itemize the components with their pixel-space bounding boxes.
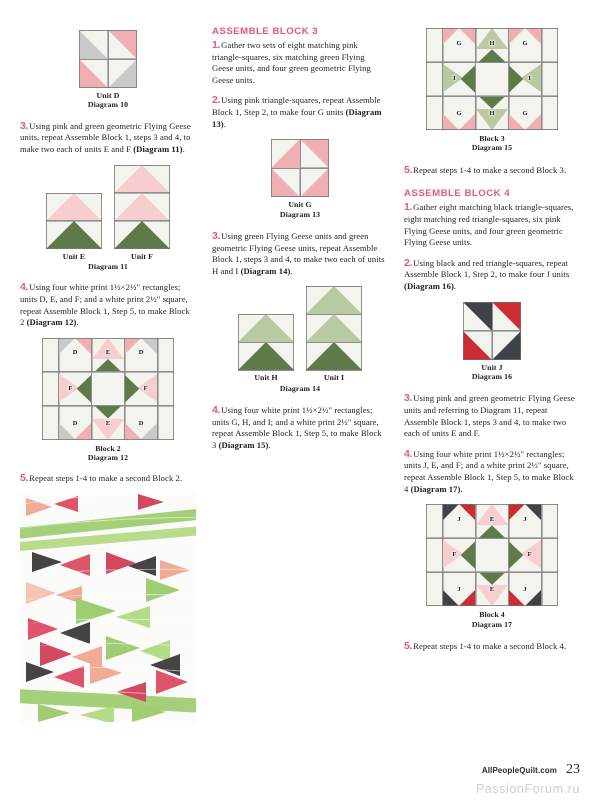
- diagram-11-caption: Diagram 11: [88, 262, 128, 271]
- step-number: 5.: [404, 639, 413, 652]
- diagram-unit-h: [238, 314, 294, 370]
- unit-h-wrap: [238, 314, 294, 382]
- diagram-block-2: [42, 338, 174, 440]
- unit-i-goose-1: [306, 314, 362, 342]
- step-number: 2.: [212, 94, 221, 107]
- unit-j-name: Unit J: [481, 362, 503, 372]
- step-text: Using pink triangle-squares, repeat Assemble Block 1, Step 2, to make four G units: [212, 95, 381, 117]
- blk-corner-tr-b: [509, 504, 525, 520]
- diagram-block-3: [426, 28, 558, 130]
- blk-corner-tr-a: [525, 504, 541, 520]
- unit-j-hst-3: [492, 331, 521, 360]
- label-corner-br: D: [138, 419, 144, 427]
- caption-block-2: [20, 444, 196, 463]
- quilt-photo-art: [20, 494, 196, 722]
- unit-j-hst-0: [463, 302, 492, 331]
- page-number: 23: [566, 762, 580, 777]
- caption-unit-d: [20, 91, 196, 110]
- unit-d-hst-0: [79, 30, 108, 59]
- unit-d-hst-2: [79, 59, 108, 88]
- step-number: 5.: [20, 471, 29, 484]
- center-square: [475, 538, 509, 572]
- step-number: 5.: [404, 163, 413, 176]
- caption-unit-j: [404, 363, 580, 382]
- step-text: Using four white print 1½×2½" rectangles; units G, H, and I; and a white print 2½" square, repeat Assemble Block 1, Step 5, to make Block 3: [212, 405, 382, 450]
- blk-corner-br-b: [509, 590, 525, 606]
- units-e-f-row: [20, 165, 196, 261]
- unit-j-hst-1: [492, 302, 521, 331]
- unit-i-goose-0: [306, 286, 362, 314]
- side-l: [42, 372, 59, 406]
- quilt-closeup-photo: [20, 494, 196, 722]
- label-side-left: F: [68, 384, 73, 392]
- label-corner-bl: G: [456, 110, 462, 118]
- label-geese-top: E: [105, 349, 111, 357]
- step-number: 4.: [212, 404, 221, 417]
- step-number: 4.: [404, 447, 413, 460]
- unit-e-name: Unit E: [62, 251, 86, 261]
- corner-tr: [158, 338, 175, 372]
- unit-g-diagram: Diagram 13: [279, 209, 321, 219]
- unit-f-wrap: [114, 165, 170, 261]
- step-diagram-ref: (Diagram 17): [410, 483, 461, 494]
- corner-br: [542, 96, 559, 130]
- label-geese-bottom: E: [105, 419, 111, 427]
- label-corner-tr: J: [523, 515, 527, 523]
- right-step-5-block3: [404, 165, 580, 177]
- column-middle: [212, 26, 388, 461]
- label-corner-br: G: [522, 110, 528, 118]
- step-number: 1.: [404, 201, 413, 214]
- unit-d-name: Unit D: [96, 91, 120, 100]
- mid-step-4: [212, 405, 388, 451]
- step-text: Using green Flying Geese units and green geometric Flying Geese units, repeat Assemble Block 1, steps 3 and 4, to make two each of units H and I: [212, 230, 385, 276]
- right-step-5-block4: [404, 641, 580, 653]
- step-text: Repeat steps 1-4 to make a second Block 2.: [29, 472, 183, 483]
- step-tail: .: [453, 280, 457, 291]
- block-4-diagram: Diagram 17: [471, 619, 513, 629]
- step-number: 3.: [20, 119, 29, 132]
- units-h-i-row: [212, 286, 388, 382]
- label-corner-br: J: [523, 586, 527, 594]
- step-text: Repeat steps 1-4 to make a second Block 4.: [413, 640, 567, 651]
- side-l: [426, 62, 443, 96]
- center-square: [91, 372, 125, 406]
- corner-tl: [426, 28, 443, 62]
- step-number: 1.: [212, 39, 221, 51]
- side-r: [542, 62, 559, 96]
- unit-g-hst-2: [271, 168, 300, 197]
- right-step-3: [404, 393, 580, 439]
- label-geese-top: H: [489, 39, 495, 47]
- label-side-left: F: [452, 550, 457, 558]
- step-diagram-ref: (Diagram 12): [26, 317, 77, 328]
- label-corner-bl: D: [72, 419, 78, 427]
- unit-e-wrap: [46, 193, 102, 261]
- corner-bl: [426, 572, 443, 606]
- diagram-unit-d: [79, 30, 137, 88]
- three-column-layout: [20, 26, 580, 722]
- step-tail: .: [268, 439, 271, 450]
- diagram-unit-j: [463, 302, 521, 360]
- mid-step-1: [212, 40, 388, 86]
- label-corner-tr: D: [138, 349, 144, 357]
- corner-br: [158, 406, 175, 440]
- unit-h-goose-1: [238, 342, 294, 370]
- diagram-block-4: [426, 504, 558, 606]
- unit-g-hst-0: [271, 139, 300, 168]
- step-diagram-ref: (Diagram 16): [404, 280, 454, 291]
- label-side-left: I: [453, 74, 456, 82]
- corner-tr: [542, 504, 559, 538]
- step-text: Using pink and green geometric Flying Geese units, repeat Assemble Block 1, steps 3 and 4, to make two each of units E and F: [20, 120, 191, 154]
- step-number: 3.: [212, 229, 221, 242]
- label-corner-tl: J: [457, 515, 461, 523]
- unit-e-goose-1: [46, 221, 102, 249]
- blk-corner-bl-a: [443, 590, 459, 606]
- caption-block-3: [404, 134, 580, 153]
- blk-corner-tl-a: [443, 504, 459, 520]
- unit-h-name: Unit H: [254, 373, 278, 383]
- watermark: PassionForum.ru: [475, 782, 580, 796]
- unit-j-hst-2: [463, 331, 492, 360]
- mid-step-2: [212, 95, 388, 130]
- unit-f-goose-2: [114, 221, 170, 249]
- unit-f-goose-0: [114, 165, 170, 193]
- block-3-diagram: Diagram 15: [471, 143, 513, 153]
- step-text: Using black and red triangle-squares, repeat Assemble Block 1, Step 2, to make four J units: [404, 257, 570, 280]
- unit-i-wrap: [306, 286, 362, 382]
- right-step-4: [404, 449, 580, 495]
- diagram-unit-g: [271, 139, 329, 197]
- mid-step-3: [212, 231, 388, 277]
- center-square: [475, 62, 509, 96]
- left-step-5: [20, 473, 196, 485]
- step-tail: .: [223, 118, 226, 129]
- caption-unit-g: [212, 200, 388, 219]
- unit-j-diagram: Diagram 16: [471, 371, 513, 381]
- label-geese-bottom: H: [489, 110, 495, 118]
- unit-e-goose-0: [46, 193, 102, 221]
- column-right: [404, 26, 580, 662]
- column-left: [20, 26, 196, 722]
- step-tail: .: [290, 265, 293, 276]
- block-2-diagram: Diagram 12: [87, 453, 129, 463]
- corner-bl: [42, 406, 59, 440]
- step-diagram-ref: (Diagram 13): [212, 106, 382, 129]
- blk-corner-bl-b: [459, 590, 475, 606]
- unit-i-name: Unit I: [323, 373, 345, 383]
- corner-tl: [426, 504, 443, 538]
- unit-g-hst-3: [300, 168, 329, 197]
- unit-g-hst-1: [300, 139, 329, 168]
- step-number: 3.: [404, 392, 413, 405]
- label-corner-tr: G: [522, 39, 528, 47]
- side-r: [542, 538, 559, 572]
- diagram-unit-i: [306, 286, 362, 370]
- unit-d-diagram: Diagram 10: [87, 100, 129, 110]
- left-step-4: [20, 282, 196, 328]
- label-corner-tl: G: [456, 39, 462, 47]
- photo-veil: [20, 494, 196, 722]
- step-text: Repeat steps 1-4 to make a second Block 3.: [413, 164, 567, 175]
- corner-br: [542, 572, 559, 606]
- caption-block-4: [404, 610, 580, 629]
- side-l: [426, 538, 443, 572]
- step-text: Gather two sets of eight matching pink triangle-squares, six matching green Flying Geese units, and four green geometric Flying Geese units.: [212, 40, 371, 85]
- step-text: Using four white print 1½×2½" rectangles; units D, E, and F; and a white print 2½" square, repeat Assemble Block 1, Step 5, to make Block 2: [20, 282, 190, 328]
- left-step-3: [20, 121, 196, 156]
- step-diagram-ref: (Diagram 14): [240, 265, 291, 276]
- blk-corner-br-a: [525, 590, 541, 606]
- step-tail: .: [76, 317, 79, 328]
- corner-tr: [542, 28, 559, 62]
- unit-h-goose-0: [238, 314, 294, 342]
- label-side-right: I: [528, 74, 531, 82]
- step-diagram-ref: (Diagram 11): [133, 144, 183, 154]
- corner-tl: [42, 338, 59, 372]
- step-number: 2.: [404, 256, 413, 269]
- step-tail: .: [460, 483, 463, 494]
- label-corner-tl: D: [72, 349, 78, 357]
- right-step-1: [404, 202, 580, 248]
- unit-f-goose-1: [114, 193, 170, 221]
- step-text: Using four white print 1½×2½" rectangles; units J, E, and F; and a white print 2½" square, repeat Assemble Block 1, Step 5, to make Block 4: [404, 448, 574, 494]
- block-3-name: Block 3: [479, 134, 505, 143]
- label-geese-top: E: [489, 515, 495, 523]
- step-number: 4.: [20, 281, 29, 294]
- page-footer: [482, 762, 580, 778]
- diagram-unit-f: [114, 165, 170, 249]
- step-tail: .: [182, 144, 185, 154]
- diagram-14-caption: Diagram 14: [279, 383, 321, 393]
- blk-corner-tl-b: [459, 504, 475, 520]
- label-corner-bl: J: [457, 586, 461, 594]
- unit-g-name: Unit G: [288, 200, 312, 210]
- step-text: Using pink and green geometric Flying Geese units and referring to Diagram 11, repeat Assemble Block 1, steps 3 and 4, to make two each of units E and F.: [404, 393, 575, 439]
- block-4-name: Block 4: [479, 610, 505, 620]
- step-diagram-ref: (Diagram 15): [218, 439, 269, 450]
- step-text: Gather eight matching black triangle-squares, eight matching red triangle-squares, six pink Flying Geese units, and four green geometric Flying Geese units.: [404, 202, 574, 248]
- right-step-2: [404, 258, 580, 293]
- block-2-name: Block 2: [95, 443, 121, 453]
- unit-d-hst-1: [108, 30, 137, 59]
- corner-bl: [426, 96, 443, 130]
- heading-assemble-block-4: ASSEMBLE BLOCK 4: [404, 188, 511, 200]
- diagram-unit-e: [46, 193, 102, 249]
- website-url: AllPeopleQuilt.com: [481, 766, 557, 775]
- heading-assemble-block-3: ASSEMBLE BLOCK 3: [212, 26, 319, 37]
- label-side-right: F: [527, 550, 532, 558]
- unit-f-name: Unit F: [130, 251, 154, 261]
- unit-i-goose-2: [306, 342, 362, 370]
- unit-d-hst-3: [108, 59, 137, 88]
- side-r: [158, 372, 175, 406]
- label-geese-bottom: E: [489, 586, 495, 594]
- label-side-right: F: [143, 384, 148, 392]
